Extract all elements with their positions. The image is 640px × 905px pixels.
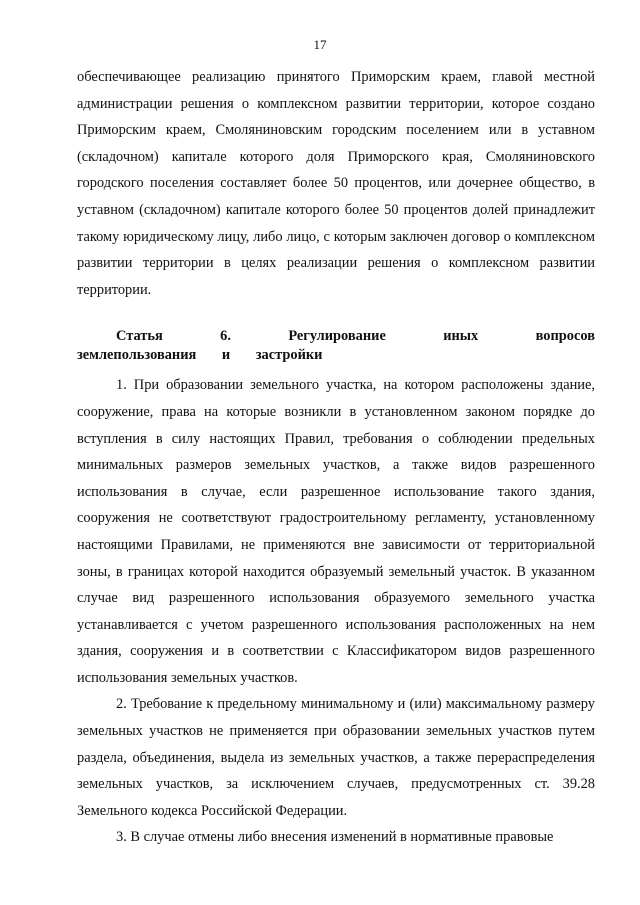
document-body: [77, 64, 595, 851]
paragraph-1: 1. При образовании земельного участка, на котором расположены здание, сооружение, права на которые возникли в установленном законом порядке до вступления в силу настоящих Правил, требования о соблюдении предельных минимальных размеров земельных участков, а также видов разрешенного использования в случае, если разрешенное использование такого здания, сооружения не соответствуют градостроительному регламенту, установленному настоящими Правилами, не применяются вне зависимости от территориальной зоны, в границах которой находится образуемый земельный участок. В указанном случае вид разрешенного использования образуемого земельного участка устанавливается с учетом разрешенного использования расположенных на нем здания, сооружения и в соответствии с Классификатором видов разрешенного использования земельных участков.: [77, 377, 595, 686]
page-number: 17: [313, 37, 327, 52]
paragraph-2: 2. Требование к предельному минимальному и (или) максимальному размеру земельных участков не применяется при образовании земельных участков путем раздела, объединения, выдела из земельных участков, а также перераспределения земельных участков, за исключением случаев, предусмотренных ст. 39.28 Земельного кодекса Российской Федерации.: [77, 696, 595, 819]
intro-paragraph: обеспечивающее реализацию принятого Приморским краем, главой местной администрации решения о комплексном развитии территории, которое создано Приморским краем, Смоляниновским городским поселением или в уставном (складочном) капитале которого доля Приморского края, Смоляниновского городского поселения составляет более 50 процентов, или дочернее общество, в уставном (складочном) капитале которого более 50 процентов долей принадлежит такому юридическому лицу, либо лицо, с которым заключен договор о комплексном развитии территории в целях реализации решения о комплексном развитии территории.: [77, 69, 595, 298]
paragraph-3: 3. В случае отмены либо внесения изменений в нормативные правовые: [116, 829, 554, 846]
article-heading: Статья 6. Регулирование иных вопросов землепользования и застройки: [77, 328, 595, 363]
